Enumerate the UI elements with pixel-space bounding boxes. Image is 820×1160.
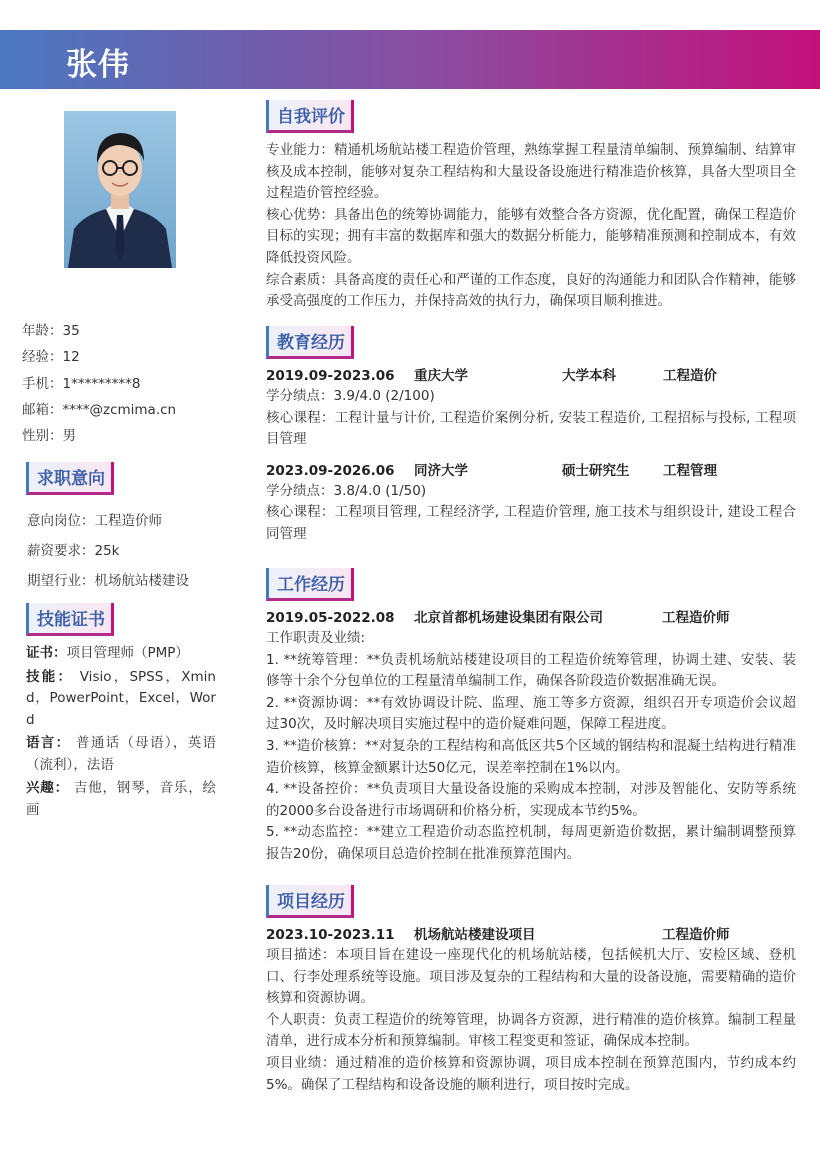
header-banner (0, 30, 820, 89)
project-headline (266, 925, 796, 945)
job-intent-header (26, 462, 114, 495)
edu-degree: 大学本科 (562, 368, 616, 384)
section-title-project: 项目经历 (266, 885, 354, 918)
info-experience (22, 344, 222, 370)
section-title-work: 工作经历 (266, 568, 354, 601)
edu-degree: 硕士研究生 (562, 462, 630, 479)
skill-label: 证书： (26, 645, 67, 661)
project-paragraph: 项目业绩：通过精准的造价核算和资源协调，项目成本控制在预算范围内，节约成本约5%。确保了工程结构和设备设施的顺利进行，项目按时完成。 (266, 1054, 796, 1093)
info-label: 邮箱： (22, 401, 63, 418)
self-eval-paragraph: 核心优势：具备出色的统筹协调能力，能够有效整合各方资源，优化配置，确保工程造价目标的实现；拥有丰富的数据库和强大的数据分析能力，能够精准预测和控制成本，有效降低投资风险。 (266, 206, 796, 266)
edu-gpa: 学分绩点：3.8/4.0 (1/50) (266, 482, 427, 499)
skills-header (26, 603, 114, 636)
basic-info (22, 318, 222, 449)
info-label: 手机： (22, 375, 63, 392)
work-item: 3. **造价核算：**对复杂的工程结构和高低区共5个区域的钢结构和混凝土结构进行精准造价核算，核算金额累计达50亿元，误差率控制在1%以内。 (266, 737, 796, 776)
info-label: 年龄： (22, 323, 63, 339)
work-section (266, 568, 796, 866)
skill-item-certificate (26, 643, 216, 665)
info-value: ****@zcmima.cn (62, 401, 177, 418)
skill-item-interests (26, 778, 216, 821)
intent-value: 机场航站楼建设 (94, 573, 189, 589)
edu-gpa: 学分绩点：3.9/4.0 (2/100) (266, 388, 435, 404)
skill-value: 普通话（母语），英语（流利），法语 (26, 735, 217, 773)
project-role: 工程造价师 (662, 927, 730, 943)
candidate-name: 张伟 (66, 47, 130, 83)
skill-item-language (26, 733, 216, 776)
section-title-education: 教育经历 (266, 326, 354, 359)
info-value: 1*********8 (62, 375, 141, 392)
intent-label: 意向岗位： (27, 513, 95, 529)
work-item: 2. **资源协调：**有效协调设计院、监理、施工等多方资源，组织召开专项造价会议超过30次，及时解决项目实施过程中的造价疑难问题，保障工程进度。 (266, 694, 796, 733)
work-role: 工程造价师 (662, 610, 730, 626)
work-company: 北京首都机场建设集团有限公司 (414, 610, 603, 626)
work-headline (266, 608, 796, 628)
skill-item-tools (26, 667, 216, 732)
profile-photo (64, 111, 176, 268)
info-gender (22, 423, 222, 449)
skill-label: 技能： (26, 668, 74, 685)
education-headline (266, 461, 796, 481)
project-section (266, 885, 796, 1096)
info-age (22, 318, 222, 344)
education-entry (266, 461, 796, 546)
education-headline (266, 366, 796, 386)
edu-period: 2023.09-2026.06 (266, 462, 395, 479)
edu-major: 工程管理 (663, 462, 717, 479)
skill-value: 吉他，钢琴，音乐，绘画 (26, 780, 216, 818)
info-phone (22, 371, 222, 397)
education-entry (266, 366, 796, 451)
edu-courses: 核心课程：工程计量与计价, 工程造价案例分析, 安装工程造价, 工程招标与投标, 工程项目管理 (266, 409, 796, 448)
edu-major: 工程造价 (663, 368, 717, 384)
self-eval-paragraph: 综合素质：具备高度的责任心和严谨的工作态度，良好的沟通能力和团队合作精神，能够承受高强度的工作压力，并保持高效的执行力，确保项目顺利推进。 (266, 271, 796, 310)
project-period: 2023.10-2023.11 (266, 927, 395, 943)
work-intro: 工作职责及业绩: (266, 630, 366, 646)
edu-school: 同济大学 (414, 462, 468, 479)
info-value: 12 (62, 349, 80, 366)
education-section (266, 326, 796, 546)
intent-salary (27, 536, 227, 566)
project-paragraph: 项目描述：本项目旨在建设一座现代化的机场航站楼，包括候机大厅、安检区域、登机口、行李处理系统等设施。项目涉及复杂的工程结构和大量的设备设施，需要精确的造价核算和资源协调。 (266, 947, 796, 1007)
edu-period: 2019.09-2023.06 (266, 368, 395, 384)
intent-position (27, 506, 227, 536)
skill-value: 项目管理师（PMP） (66, 645, 189, 661)
intent-value: 25k (94, 543, 120, 559)
self-eval-paragraph: 专业能力：精通机场航站楼工程造价管理，熟练掌握工程量清单编制、预算编制、结算审核及成本控制，能够对复杂工程结构和大量设备设施进行精准造价核算，具备大型项目全过程造价管控经验。 (266, 142, 796, 202)
work-item: 5. **动态监控：**建立工程造价动态监控机制，每周更新造价数据，累计编制调整预算报告20份，确保项目总造价控制在批准预算范围内。 (266, 824, 796, 862)
intent-label: 期望行业： (27, 573, 95, 589)
skill-label: 语言： (26, 735, 71, 751)
skill-label: 兴趣： (26, 780, 69, 796)
info-label: 性别： (22, 428, 63, 445)
portrait-image (64, 111, 176, 268)
info-value: 男 (62, 428, 76, 445)
project-name: 机场航站楼建设项目 (414, 927, 536, 943)
job-intent (27, 506, 227, 596)
info-email (22, 397, 222, 423)
section-title-skills: 技能证书 (26, 603, 114, 636)
work-period: 2019.05-2022.08 (266, 610, 395, 626)
intent-label: 薪资要求： (27, 543, 95, 559)
work-item: 1. **统筹管理：**负责机场航站楼建设项目的工程造价统筹管理，协调土建、安装、装修等十余个分包单位的工程量清单编制工作，确保各阶段造价数据准确无误。 (266, 651, 796, 690)
edu-school: 重庆大学 (414, 368, 468, 384)
section-title-job-intent: 求职意向 (26, 462, 114, 495)
info-value: 35 (62, 323, 80, 339)
skill-value: Visio，SPSS，Xmind，PowerPoint，Excel，Word (26, 668, 216, 728)
section-title-self-eval: 自我评价 (266, 100, 354, 133)
skills-list (26, 643, 216, 823)
intent-industry (27, 566, 227, 596)
project-paragraph: 个人职责：负责工程造价的统筹管理，协调各方资源，进行精准的造价核算。编制工程量清单，进行成本分析和预算编制。审核工程变更和签证，确保成本控制。 (266, 1011, 796, 1050)
self-eval-section (266, 100, 796, 313)
info-label: 经验： (22, 349, 63, 366)
edu-courses: 核心课程：工程项目管理, 工程经济学, 工程造价管理, 施工技术与组织设计, 建设工程合同管理 (266, 504, 796, 542)
work-item: 4. **设备控价：**负责项目大量设备设施的采购成本控制，对涉及智能化、安防等系统的2000多台设备进行市场调研和价格分析，实现成本节约5%。 (266, 781, 796, 819)
intent-value: 工程造价师 (94, 513, 162, 529)
